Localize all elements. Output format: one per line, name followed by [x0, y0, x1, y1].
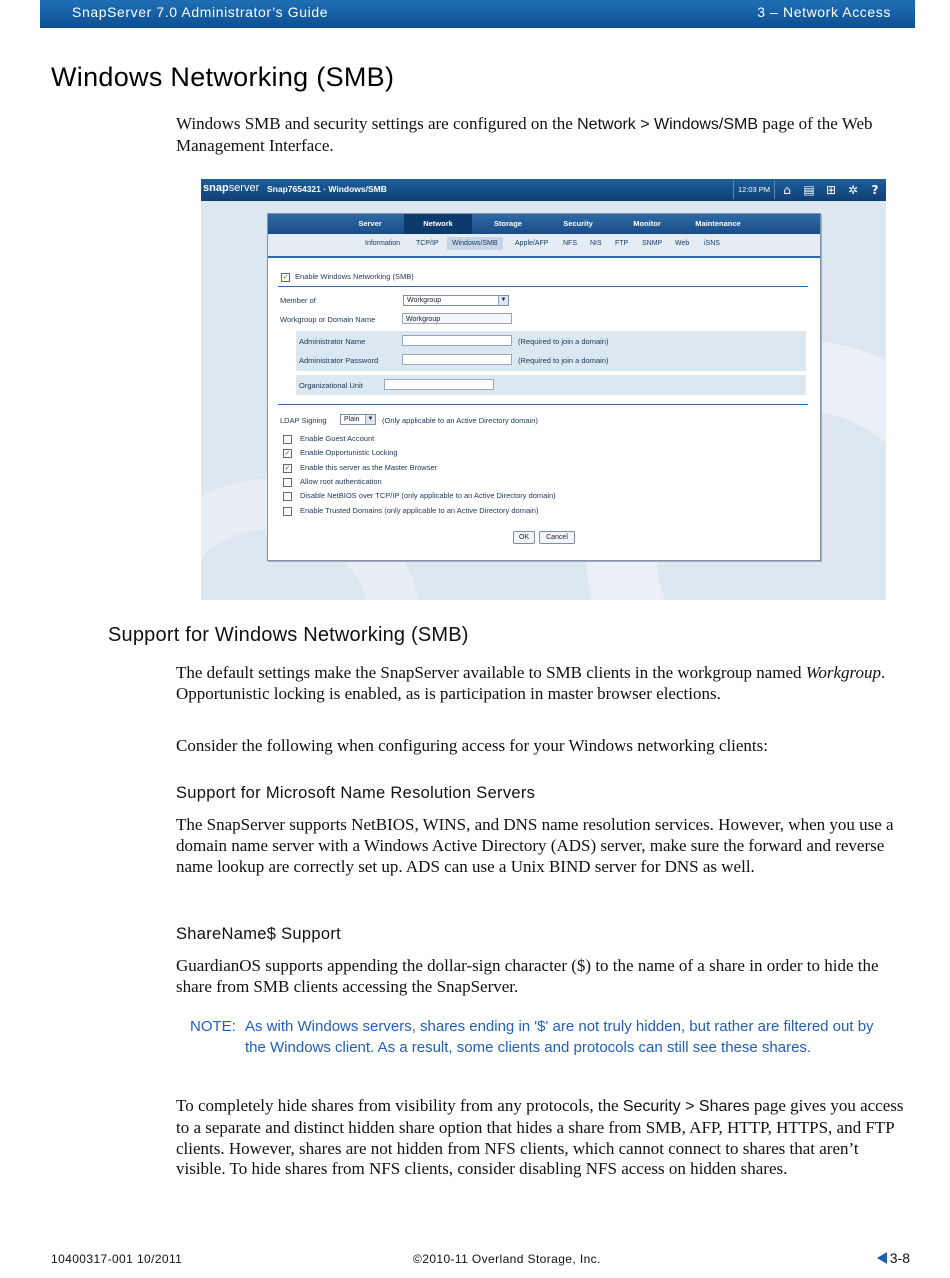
ldap-signing-label: LDAP Signing [280, 416, 327, 425]
subtab-isns[interactable]: iSNS [704, 240, 720, 247]
divider [278, 404, 808, 405]
app-top-bar [201, 179, 886, 201]
master-browser-checkbox[interactable]: ✓ [284, 464, 291, 472]
sharename-paragraph: GuardianOS supports appending the dollar-sign character ($) to the name of a share in order to hide the share from SMB clients accessing the SnapServer. [176, 956, 879, 996]
tab-server[interactable]: Server [358, 219, 382, 228]
default-settings-paragraph: The default settings make the SnapServer available to SMB clients in the workgroup named Workgroup. Opportunistic locking is enabled, as is participation in master browser elections. [176, 663, 886, 703]
main-tabs [268, 214, 820, 234]
intro-paragraph: Windows SMB and security settings are configured on the Network > Windows/SMB page of the Web Management Interface. [176, 114, 873, 155]
option-label: Disable NetBIOS over TCP/IP (only applicable to an Active Directory domain) [300, 491, 556, 500]
oplock-checkbox[interactable]: ✓ [284, 449, 291, 457]
note-label: NOTE: [190, 1018, 236, 1035]
org-unit-label: Organizational Unit [299, 381, 363, 390]
name-resolution-paragraph: The SnapServer supports NetBIOS, WINS, and DNS name resolution services. However, when you use a domain name server with a Windows Active Directory (ADS) server, make sure the forward and reverse name lookup are correctly set up. ADS can use a Unix BIND server for DNS as well. [176, 815, 894, 876]
member-of-select[interactable]: Workgroup ▼ [403, 295, 509, 306]
page-title: Windows Networking (SMB) [51, 62, 395, 92]
org-unit-input[interactable] [384, 379, 494, 390]
admin-name-note: (Required to join a domain) [518, 337, 609, 346]
enable-smb-label: Enable Windows Networking (SMB) [295, 272, 414, 281]
subtab-tcpip[interactable]: TCP/IP [416, 240, 439, 247]
tab-network[interactable]: Network [404, 214, 472, 234]
trusted-domains-checkbox[interactable] [283, 507, 292, 516]
workgroup-input[interactable]: Workgroup [402, 313, 512, 324]
snapserver-logo: snapserver [203, 182, 260, 194]
option-label: Enable Opportunistic Locking [300, 448, 398, 457]
ok-button[interactable]: OK [513, 531, 535, 544]
option-label: Enable Guest Account [300, 434, 375, 443]
org-unit-panel [296, 375, 806, 395]
admin-password-input[interactable] [402, 354, 512, 365]
clock: 12:03 PM [733, 181, 775, 199]
subtab-snmp[interactable]: SNMP [642, 240, 663, 247]
tab-maintenance[interactable]: Maintenance [695, 219, 741, 228]
header-guide-title: SnapServer 7.0 Administrator’s Guide [72, 4, 329, 20]
tab-storage[interactable]: Storage [494, 219, 522, 228]
subtab-information[interactable]: Information [365, 240, 401, 247]
member-of-label: Member of [280, 296, 316, 305]
consider-paragraph: Consider the following when configuring access for your Windows networking clients: [176, 736, 768, 755]
subtab-nis[interactable]: NIS [590, 240, 602, 247]
footer-doc-id: 10400317-001 10/2011 [51, 1252, 183, 1266]
guest-account-checkbox[interactable] [283, 435, 292, 444]
cancel-button[interactable]: Cancel [539, 531, 575, 544]
smb-settings-screenshot [201, 179, 886, 600]
subtab-windows-smb[interactable]: Windows/SMB [447, 237, 503, 250]
footer-copyright: ©2010-11 Overland Storage, Inc. [413, 1252, 601, 1266]
subtab-apple-afp[interactable]: Apple/AFP [515, 240, 549, 247]
header-chapter: 3 – Network Access [757, 4, 891, 20]
chevron-down-icon: ▼ [365, 415, 375, 424]
subheading-sharename: ShareName$ Support [176, 925, 341, 943]
admin-password-note: (Required to join a domain) [518, 356, 609, 365]
settings-window [267, 213, 821, 561]
enable-smb-checkbox[interactable]: ✓ [282, 273, 289, 281]
home-icon[interactable]: ⌂ [783, 183, 791, 197]
server-title: Snap7654321 · Windows/SMB [267, 184, 387, 194]
pages-icon[interactable]: ▤ [803, 183, 815, 197]
section-heading: Support for Windows Networking (SMB) [108, 624, 469, 646]
ui-path-network-smb: Network > Windows/SMB [577, 116, 759, 133]
help-icon[interactable]: ? [871, 183, 879, 197]
divider [278, 286, 808, 287]
ldap-signing-select[interactable]: Plain ▼ [340, 414, 376, 425]
ldap-signing-note: (Only applicable to an Active Directory domain) [382, 416, 538, 425]
option-label: Enable Trusted Domains (only applicable to an Active Directory domain) [300, 506, 539, 515]
tab-monitor[interactable]: Monitor [633, 219, 661, 228]
chevron-down-icon: ▼ [498, 296, 508, 305]
option-label: Allow root authentication [300, 477, 382, 486]
page-number: 3-8 [877, 1250, 910, 1266]
sitemap-icon[interactable]: ⊞ [825, 183, 837, 197]
subtab-ftp[interactable]: FTP [615, 240, 629, 247]
hide-shares-paragraph: To completely hide shares from visibility from any protocols, the Security > Shares page gives you access to a separate and distinct hidden share option that hides a share from SMB, AFP, HTTP, HTTPS, and FTP clients. However, shares are not hidden from NFS clients, which cannot connect to shares that aren’t visible. To hide shares from NFS clients, consider disabling NFS access on hidden shares. [176, 1096, 904, 1179]
tab-security[interactable]: Security [563, 219, 593, 228]
gear-icon[interactable]: ✲ [847, 183, 859, 197]
subtab-nfs[interactable]: NFS [563, 240, 577, 247]
disable-netbios-checkbox[interactable] [283, 492, 292, 501]
subheading-name-resolution: Support for Microsoft Name Resolution Servers [176, 784, 536, 802]
admin-name-label: Administrator Name [299, 337, 366, 346]
admin-name-input[interactable] [402, 335, 512, 346]
ui-path-security-shares: Security > Shares [622, 1098, 750, 1115]
sub-tabs [268, 234, 820, 258]
admin-password-label: Administrator Password [299, 356, 379, 365]
subtab-web[interactable]: Web [675, 240, 690, 247]
root-auth-checkbox[interactable] [283, 478, 292, 487]
previous-page-icon[interactable] [877, 1252, 887, 1264]
workgroup-label: Workgroup or Domain Name [280, 315, 376, 324]
page-header [40, 0, 915, 28]
option-label: Enable this server as the Master Browser [300, 463, 438, 472]
note-text: As with Windows servers, shares ending in '$' are not truly hidden, but rather are filtered out by the Windows client. As a result, some clients and protocols can still see these shares. [245, 1018, 874, 1056]
